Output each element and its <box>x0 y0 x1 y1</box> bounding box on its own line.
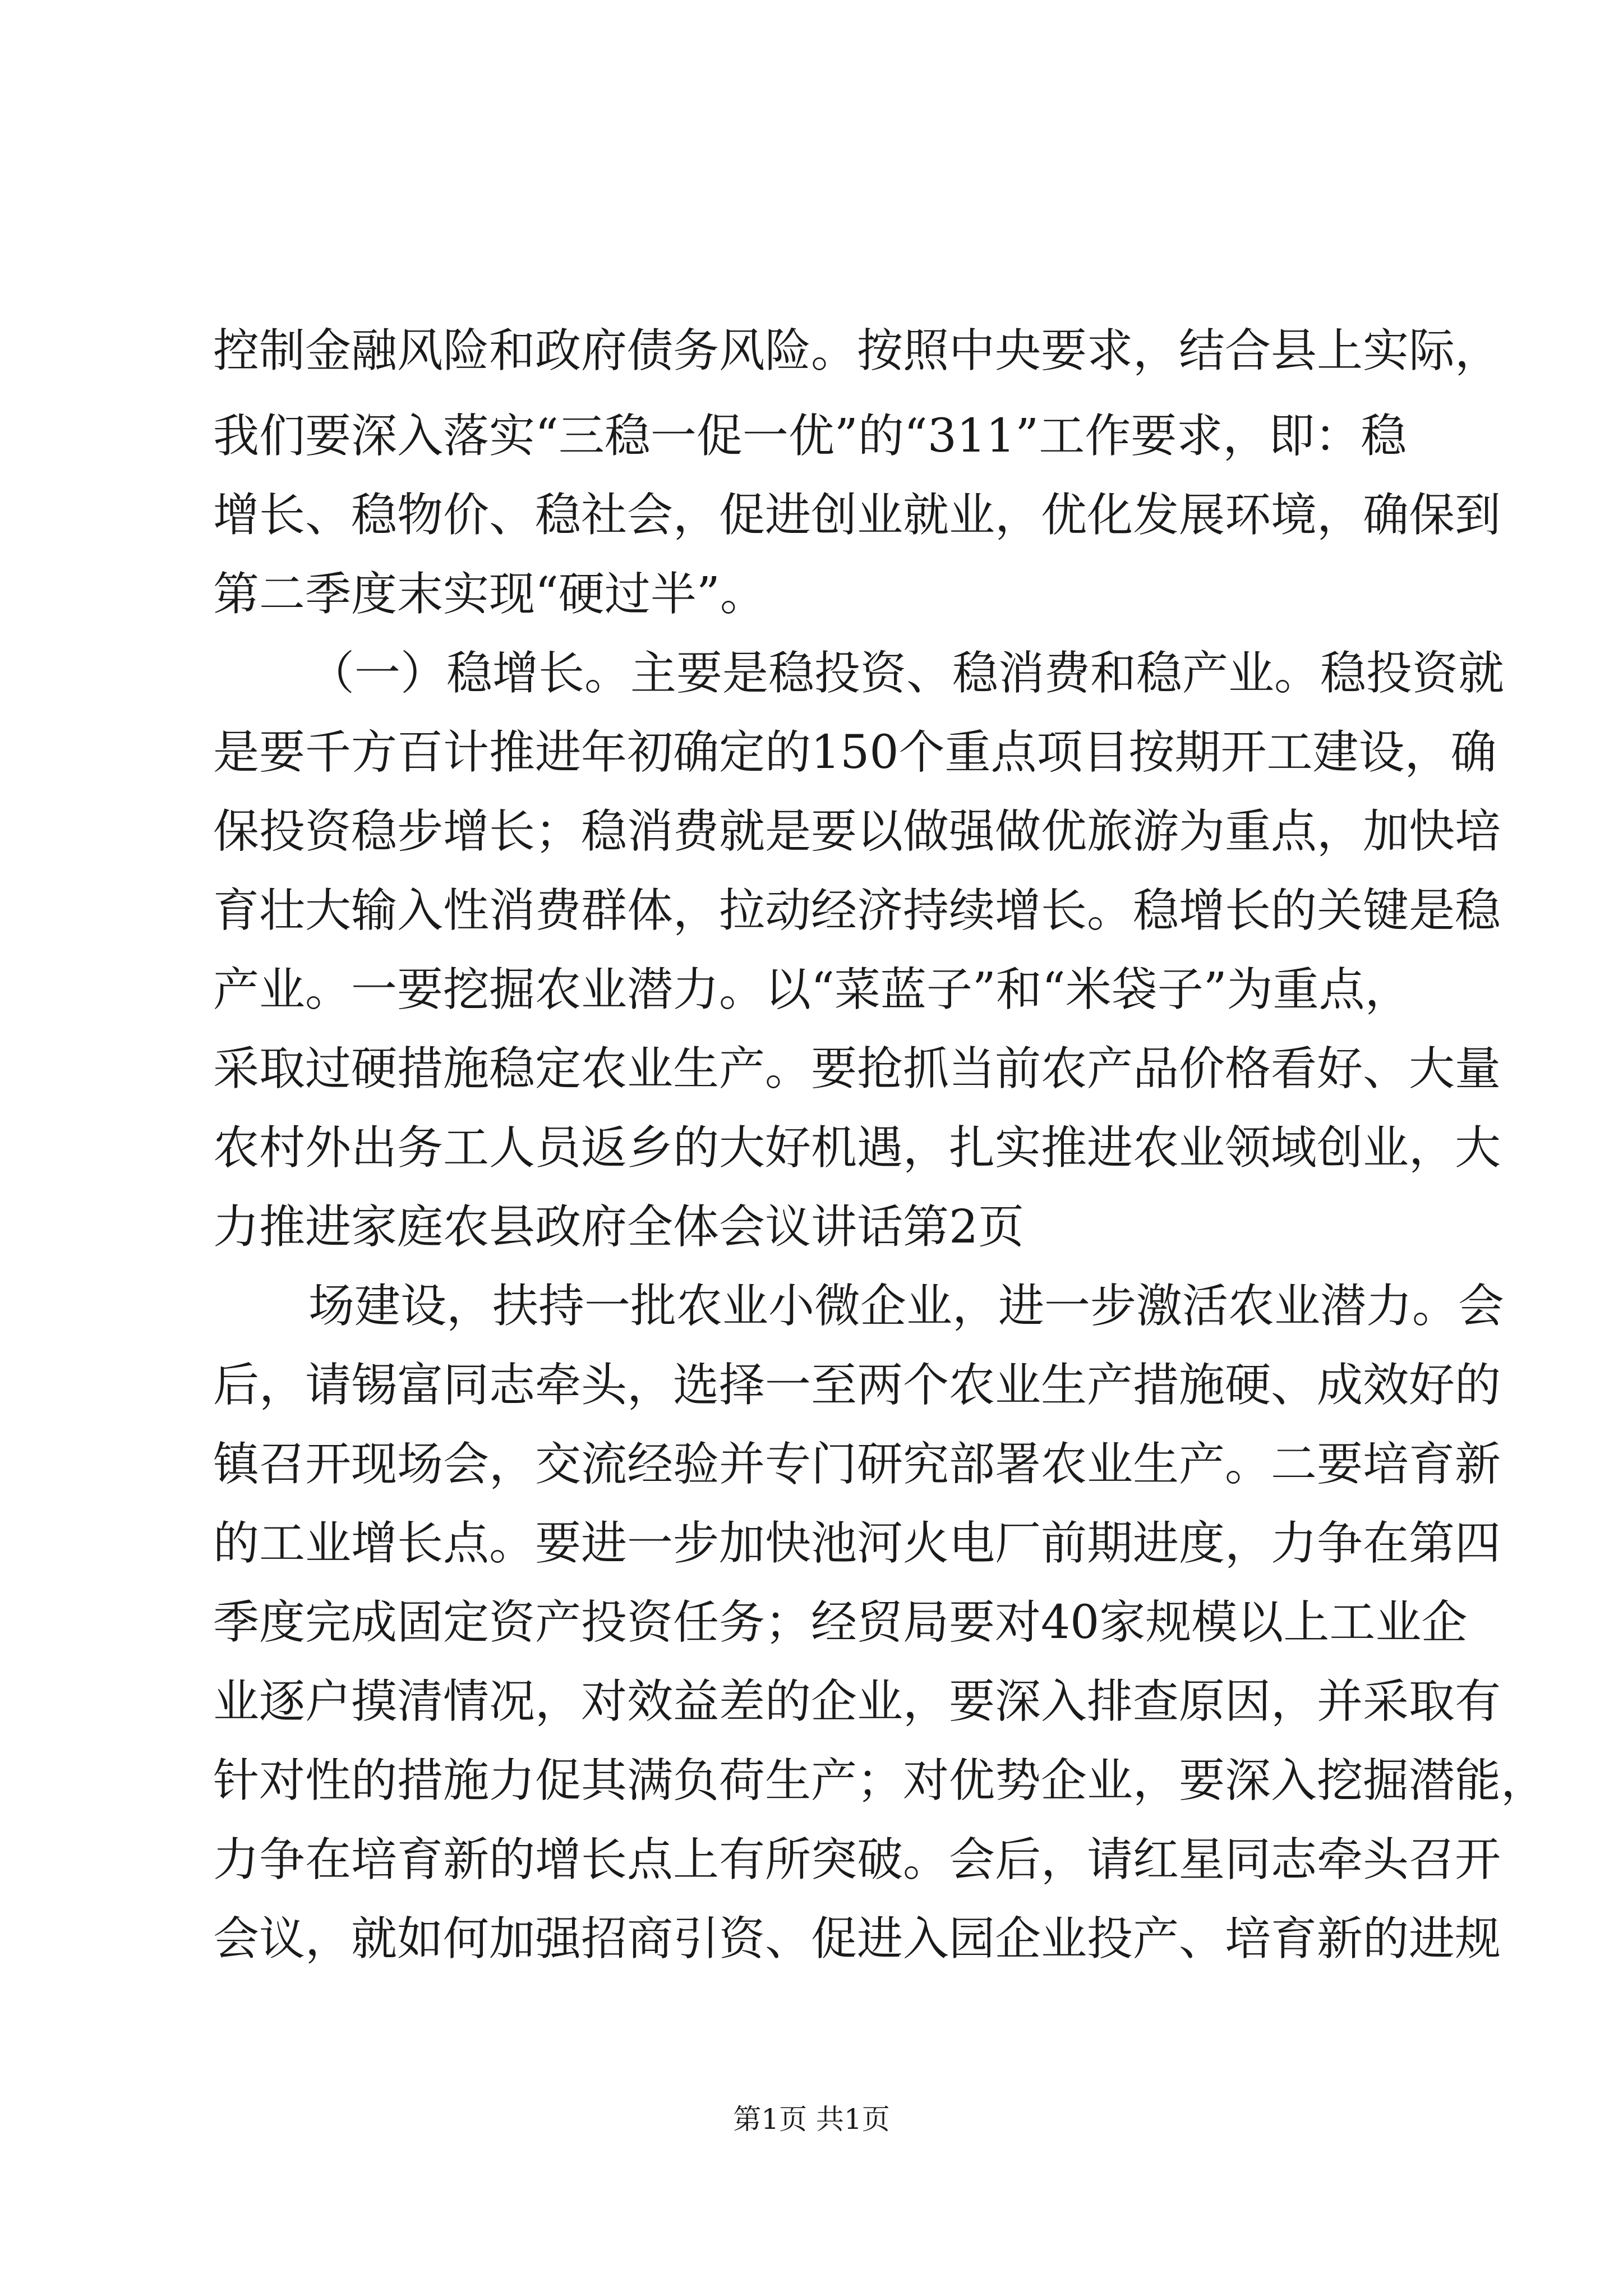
document-body <box>213 0 1547 2019</box>
text-line: 力推进家庭农县政府全体会议讲话第2页 <box>213 1200 1025 1254</box>
text-line: 力争在培育新的增长点上有所突破。会后，请红星同志牵头召开 <box>213 1833 1501 1887</box>
text-line: 业逐户摸清情况，对效益差的企业，要深入排查原因，并采取有 <box>213 1675 1501 1728</box>
text-line: 采取过硬措施稳定农业生产。要抢抓当前农产品价格看好、大量 <box>213 1042 1501 1096</box>
text-line: 产业。一要挖掘农业潜力。以“菜蓝子”和“米袋子”为重点， <box>213 963 1411 1016</box>
text-line: 是要千方百计推进年初确定的150个重点项目按期开工建设，确 <box>213 726 1497 779</box>
text-line: 我们要深入落实“三稳一促一优”的“311”工作要求，即：稳 <box>213 409 1407 463</box>
text-line: 场建设，扶持一批农业小微企业，进一步激活农业潜力。会 <box>308 1280 1505 1333</box>
text-line: 针对性的措施力促其满负荷生产；对优势企业，要深入挖掘潜能， <box>213 1754 1547 1807</box>
text-line: 会议，就如何加强招商引资、促进入园企业投产、培育新的进规 <box>213 1912 1501 1966</box>
page-footer: 第1页 共1页 <box>733 2103 890 2136</box>
text-line: 后，请锡富同志牵头，选择一至两个农业生产措施硬、成效好的 <box>213 1359 1501 1412</box>
text-line: 增长、稳物价、稳社会，促进创业就业，优化发展环境，确保到 <box>213 489 1501 542</box>
text-line: 镇召开现场会，交流经验并专门研究部署农业生产。二要培育新 <box>213 1438 1501 1491</box>
text-line: 季度完成固定资产投资任务；经贸局要对40家规模以上工业企 <box>213 1596 1468 1649</box>
text-line: 的工业增长点。要进一步加快池河火电厂前期进度，力争在第四 <box>213 1517 1501 1570</box>
text-line: 保投资稳步增长；稳消费就是要以做强做优旅游为重点，加快培 <box>213 805 1501 858</box>
text-line: （一）稳增长。主要是稳投资、稳消费和稳产业。稳投资就 <box>308 647 1505 700</box>
text-line: 控制金融风险和政府债务风险。按照中央要求，结合县上实际， <box>213 324 1501 378</box>
text-line: 农村外出务工人员返乡的大好机遇，扎实推进农业领域创业，大 <box>213 1121 1501 1175</box>
text-line: 第二季度末实现“硬过半”。 <box>213 568 766 621</box>
text-line: 育壮大输入性消费群体，拉动经济持续增长。稳增长的关键是稳 <box>213 884 1501 937</box>
